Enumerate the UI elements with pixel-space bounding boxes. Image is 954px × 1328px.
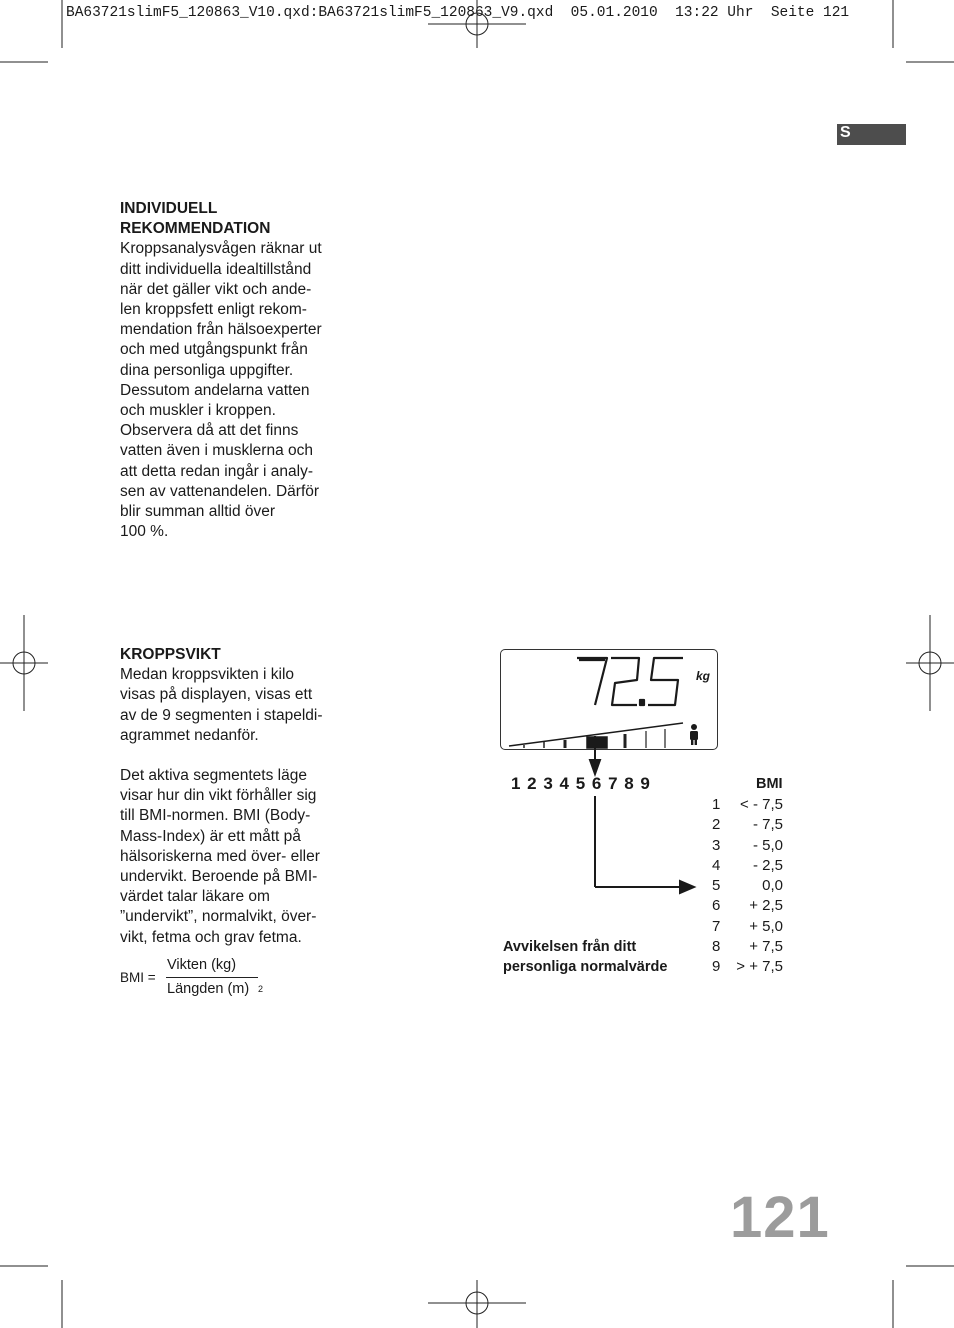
body-line: ”undervikt”, normalvikt, över- (120, 908, 317, 926)
pointer-arrows (580, 0, 710, 900)
deviation-label (503, 937, 667, 978)
bmi-row-number: 1 (712, 796, 721, 813)
bmi-row-number: 2 (712, 816, 721, 834)
body-line: av de 9 segmenten i stapeldi- (120, 706, 323, 724)
bmi-row-value: + 2,5 (749, 897, 783, 915)
formula-numerator: Vikten (kg) (167, 957, 237, 973)
bmi-row (705, 856, 783, 876)
paragraph-spacer (120, 746, 342, 766)
bmi-row (705, 876, 783, 896)
formula-prefix: BMI = (120, 970, 156, 985)
section-heading-line: INDIVIDUELL (120, 200, 218, 217)
body-line: Det aktiva segmentets läge (120, 767, 307, 785)
bmi-row-value: - 7,5 (752, 816, 783, 834)
bmi-row (705, 815, 783, 835)
bmi-row (705, 937, 783, 957)
body-line: blir summan alltid över (120, 503, 276, 521)
bmi-row (705, 957, 783, 977)
body-line: vikt, fetma och grav fetma. (120, 928, 302, 946)
deviation-label-line: personliga normalvärde (503, 959, 668, 976)
body-line: Mass-Index) är ett mått på (120, 827, 301, 845)
section-heading: KROPPSVIKT (120, 646, 221, 663)
body-line: sen av vattenandelen. Därför (120, 482, 320, 500)
body-line: Medan kroppsvikten i kilo (120, 666, 295, 684)
language-tab: S (837, 124, 906, 145)
deviation-label-line: Avvikelsen från ditt (503, 939, 637, 955)
body-line: Kroppsanalysvågen räknar ut (120, 240, 322, 258)
body-line: när det gäller vikt och ande- (120, 280, 312, 298)
section-kroppsvikt (120, 645, 342, 948)
bmi-row-number: 9 (712, 958, 721, 976)
body-line: visas på displayen, visas ett (120, 686, 313, 704)
body-line: mendation från hälsoexperter (120, 321, 322, 339)
formula-denominator: Längden (m) (167, 981, 250, 997)
bmi-row-value: > + 7,5 (736, 958, 783, 976)
bmi-row (705, 917, 783, 937)
body-line: och muskler i kroppen. (120, 402, 276, 420)
body-line: undervikt. Beroende på BMI- (120, 868, 318, 886)
fraction-line (166, 977, 258, 978)
body-line: till BMI-normen. BMI (Body- (120, 807, 311, 825)
segment-numbers: 1 2 3 4 5 6 7 8 9 (511, 774, 650, 793)
body-line: ditt individuella idealtillstånd (120, 260, 312, 278)
page-number: 121 (730, 1185, 830, 1250)
body-line: dina personliga uppgifter. (120, 361, 294, 379)
body-line: Observera då att det finns (120, 422, 299, 440)
body-line: värdet talar läkare om (120, 888, 270, 906)
bmi-row-value: - 2,5 (752, 856, 783, 874)
bmi-table-heading: BMI (756, 776, 783, 792)
print-header: BA63721slimF5_120863_V10.qxd:BA63721slimF5_120863_V9.qxd 05.01.2010 13:22 Uhr Seite 121 (66, 5, 850, 21)
section-individuell-rekommendation (120, 199, 342, 542)
display-unit: kg (696, 669, 711, 683)
body-line: att detta redan ingår i analy- (120, 462, 314, 480)
bmi-row (705, 896, 783, 916)
bmi-row (705, 836, 783, 856)
bmi-row-number: 3 (712, 836, 721, 854)
bmi-row-value: + 5,0 (749, 917, 783, 935)
bmi-row-value: < - 7,5 (740, 796, 783, 813)
bmi-row-number: 4 (712, 856, 721, 874)
body-line: hälsoriskerna med över- eller (120, 847, 320, 865)
body-line: agrammet nedanför. (120, 726, 259, 744)
bmi-table (705, 795, 783, 978)
bmi-row-number: 5 (712, 877, 721, 895)
bmi-row-number: 6 (712, 897, 721, 915)
bmi-row (705, 795, 783, 815)
body-line: Dessutom andelarna vatten (120, 381, 310, 399)
bmi-row-value: 0,0 (762, 877, 783, 895)
bmi-row-number: 8 (712, 938, 721, 956)
body-line: och med utgångspunkt från (120, 341, 308, 359)
body-line: len kroppsfett enligt rekom- (120, 301, 307, 319)
body-line: vatten även i musklerna och (120, 442, 313, 460)
formula-exponent: 2 (258, 984, 264, 994)
bmi-row-value: - 5,0 (752, 836, 783, 854)
bmi-row-value: + 7,5 (749, 938, 783, 956)
section-heading-line: REKOMMENDATION (120, 220, 271, 238)
body-line: visar hur din vikt förhåller sig (120, 787, 317, 805)
bmi-row-number: 7 (712, 917, 721, 935)
body-line: 100 %. (120, 523, 169, 541)
